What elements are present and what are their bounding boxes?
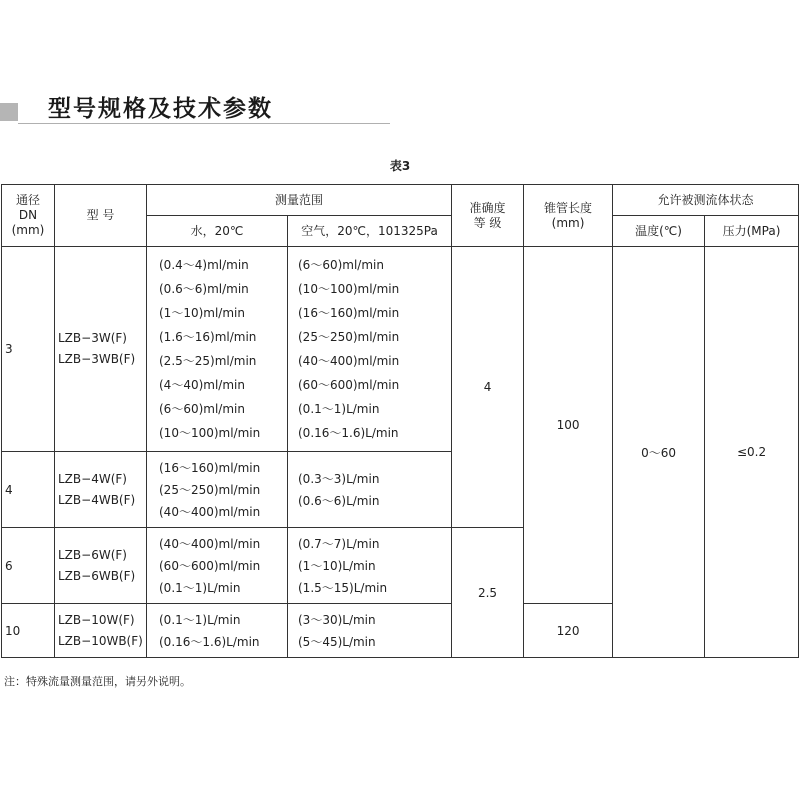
header-temperature: 温度(℃)	[613, 216, 705, 247]
header-water: 水，20℃	[147, 216, 288, 247]
header-model: 型 号	[55, 185, 147, 247]
air-range-cell: (0.3～3)L/min (0.6～6)L/min	[288, 452, 452, 528]
accuracy-cell: 2.5	[452, 528, 524, 658]
header-dn: 通径 DN (mm)	[2, 185, 55, 247]
dn-cell: 6	[2, 528, 55, 604]
dn-cell: 3	[2, 247, 55, 452]
heading-underline	[18, 123, 390, 124]
page-heading: 型号规格及技术参数	[48, 96, 273, 122]
heading-marker	[0, 103, 18, 121]
air-range-cell: (3～30)L/min (5～45)L/min	[288, 604, 452, 658]
table-row	[2, 247, 799, 452]
table-caption: 表3	[389, 159, 411, 173]
header-range: 测量范围	[147, 185, 452, 216]
model-cell: LZB−10W(F) LZB−10WB(F)	[55, 604, 147, 658]
header-air: 空气，20℃，101325Pa	[288, 216, 452, 247]
model-cell: LZB−3W(F) LZB−3WB(F)	[55, 247, 147, 452]
water-range-cell: (0.1～1)L/min (0.16～1.6)L/min	[147, 604, 288, 658]
accuracy-cell: 4	[452, 247, 524, 528]
dn-cell: 10	[2, 604, 55, 658]
header-fluid-state: 允许被测流体状态	[613, 185, 799, 216]
spec-table	[1, 184, 799, 658]
footnote: 注：特殊流量测量范围，请另外说明。	[4, 675, 191, 688]
header-cone-length: 锥管长度 (mm)	[524, 185, 613, 247]
dn-cell: 4	[2, 452, 55, 528]
header-accuracy: 准确度 等 级	[452, 185, 524, 247]
header-pressure: 压力(MPa)	[705, 216, 799, 247]
water-range-cell: (40～400)ml/min (60～600)ml/min (0.1～1)L/min	[147, 528, 288, 604]
water-range-cell: (0.4～4)ml/min (0.6～6)ml/min (1～10)ml/min (1.6～16)ml/min (2.5～25)ml/min (4～40)ml/min (6～60)ml/min (10～100)ml/min	[147, 247, 288, 452]
cone-length-cell: 120	[524, 604, 613, 658]
air-range-cell: (0.7～7)L/min (1～10)L/min (1.5～15)L/min	[288, 528, 452, 604]
model-cell: LZB−6W(F) LZB−6WB(F)	[55, 528, 147, 604]
temperature-cell: 0～60	[613, 247, 705, 658]
model-cell: LZB−4W(F) LZB−4WB(F)	[55, 452, 147, 528]
water-range-cell: (16～160)ml/min (25～250)ml/min (40～400)ml/min	[147, 452, 288, 528]
header-row	[2, 185, 799, 216]
air-range-cell: (6～60)ml/min (10～100)ml/min (16～160)ml/min (25～250)ml/min (40～400)ml/min (60～600)ml/min (0.1～1)L/min (0.16～1.6)L/min	[288, 247, 452, 452]
cone-length-cell: 100	[524, 247, 613, 604]
pressure-cell: ≤0.2	[705, 247, 799, 658]
